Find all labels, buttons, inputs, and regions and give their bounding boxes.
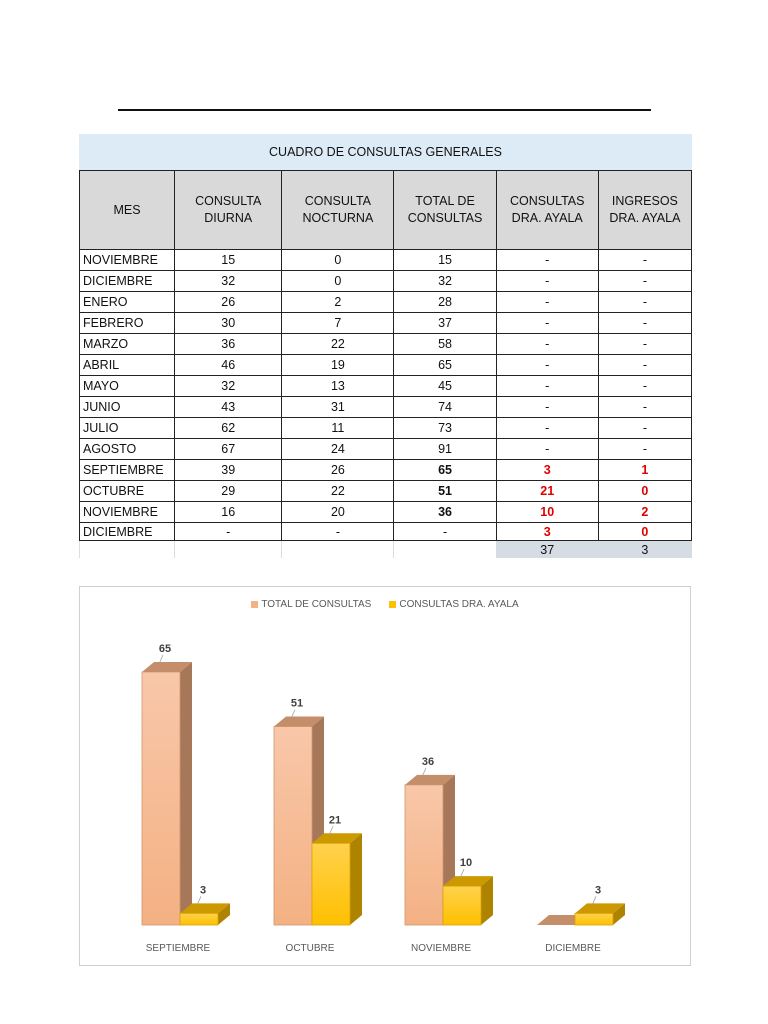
column-header (80, 171, 175, 250)
value-cell: 65 (394, 460, 496, 481)
category-label: NOVIEMBRE (410, 943, 472, 954)
value-cell: 74 (394, 397, 496, 418)
column-header-line: DRA. AYALA (511, 211, 583, 225)
month-cell: DICIEMBRE (80, 523, 175, 541)
value-cell: 2 (282, 292, 394, 313)
value-cell: 32 (394, 271, 496, 292)
value-cell: 2 (598, 502, 691, 523)
value-cell: - (496, 376, 598, 397)
value-cell: - (598, 418, 691, 439)
value-cell: 62 (175, 418, 282, 439)
value-cell: 0 (598, 523, 691, 541)
month-cell: JULIO (80, 418, 175, 439)
column-header-line: CONSULTA (304, 194, 371, 208)
table-row (80, 481, 692, 502)
column-header (175, 171, 282, 250)
month-cell: MAYO (80, 376, 175, 397)
value-cell: 36 (394, 502, 496, 523)
value-cell: 32 (175, 376, 282, 397)
value-cell: - (598, 376, 691, 397)
value-cell: 24 (282, 439, 394, 460)
total-cell: 37 (496, 541, 598, 559)
value-cell: 20 (282, 502, 394, 523)
value-cell: - (496, 355, 598, 376)
value-cell: - (496, 250, 598, 271)
column-header-line: CONSULTA (195, 194, 262, 208)
month-cell: DICIEMBRE (80, 271, 175, 292)
column-header (496, 171, 598, 250)
value-cell: 29 (175, 481, 282, 502)
value-cell: - (282, 523, 394, 541)
value-cell: 7 (282, 313, 394, 334)
value-cell: - (394, 523, 496, 541)
table-row (80, 397, 692, 418)
value-cell: 1 (598, 460, 691, 481)
bar (312, 833, 362, 925)
legend-label: TOTAL DE CONSULTAS (261, 599, 372, 610)
month-cell: JUNIO (80, 397, 175, 418)
value-cell: - (598, 334, 691, 355)
blank-cell (282, 541, 394, 559)
column-header-line: INGRESOS (611, 194, 678, 208)
table-row (80, 313, 692, 334)
value-cell: 0 (282, 271, 394, 292)
total-cell: 3 (598, 541, 691, 559)
value-cell: - (496, 397, 598, 418)
table-title: CUADRO DE CONSULTAS GENERALES (79, 134, 692, 170)
bar-front (180, 913, 218, 925)
value-cell: - (496, 439, 598, 460)
table-row (80, 334, 692, 355)
column-header (598, 171, 691, 250)
value-cell: 39 (175, 460, 282, 481)
column-header-line: TOTAL DE (415, 194, 475, 208)
table-row (80, 376, 692, 397)
bar-side (350, 833, 362, 925)
column-header-line: NOCTURNA (302, 211, 374, 225)
value-cell: - (598, 355, 691, 376)
value-cell: 91 (394, 439, 496, 460)
table-body (80, 250, 692, 559)
value-cell: - (496, 418, 598, 439)
value-cell: 32 (175, 271, 282, 292)
value-cell: - (496, 334, 598, 355)
bar-side (180, 662, 192, 925)
bar-front (405, 785, 443, 925)
value-cell: 22 (282, 481, 394, 502)
bar-front (274, 726, 312, 925)
month-cell: ENERO (80, 292, 175, 313)
value-cell: 28 (394, 292, 496, 313)
value-cell: 26 (175, 292, 282, 313)
column-header-line: DRA. AYALA (609, 211, 681, 225)
bar (575, 903, 625, 925)
value-cell: 0 (598, 481, 691, 502)
value-cell: 30 (175, 313, 282, 334)
column-header-line: MES (113, 202, 141, 217)
data-label: 36 (421, 755, 435, 768)
value-cell: 15 (175, 250, 282, 271)
value-cell: 21 (496, 481, 598, 502)
month-cell: NOVIEMBRE (80, 250, 175, 271)
value-cell: 36 (175, 334, 282, 355)
category-label: DICIEMBRE (545, 943, 601, 954)
data-label: 21 (328, 814, 342, 827)
month-cell: SEPTIEMBRE (80, 460, 175, 481)
chart-plot-area (80, 587, 690, 965)
value-cell: - (496, 313, 598, 334)
value-cell: - (496, 271, 598, 292)
month-cell: NOVIEMBRE (80, 502, 175, 523)
bar (443, 876, 493, 925)
month-cell: OCTUBRE (80, 481, 175, 502)
consultations-table (79, 170, 692, 558)
table-row (80, 460, 692, 481)
top-horizontal-rule (118, 109, 651, 111)
value-cell: 13 (282, 376, 394, 397)
totals-row (80, 541, 692, 559)
value-cell: 46 (175, 355, 282, 376)
table-row (80, 271, 692, 292)
month-cell: AGOSTO (80, 439, 175, 460)
value-cell: - (598, 397, 691, 418)
value-cell: 10 (496, 502, 598, 523)
value-cell: 16 (175, 502, 282, 523)
bar-front (142, 672, 180, 925)
table-row (80, 418, 692, 439)
value-cell: - (598, 271, 691, 292)
table-row (80, 250, 692, 271)
blank-cell (80, 541, 175, 559)
value-cell: - (598, 250, 691, 271)
data-label: 10 (459, 857, 473, 870)
column-header (394, 171, 496, 250)
table-row (80, 439, 692, 460)
column-header-line: DIURNA (204, 211, 253, 225)
value-cell: 19 (282, 355, 394, 376)
month-cell: FEBRERO (80, 313, 175, 334)
value-cell: 58 (394, 334, 496, 355)
data-label: 65 (158, 643, 172, 655)
value-cell: 45 (394, 376, 496, 397)
blank-cell (394, 541, 496, 559)
data-label: 3 (594, 884, 602, 897)
table-row (80, 355, 692, 376)
value-cell: 0 (282, 250, 394, 271)
category-label: SEPTIEMBRE (145, 943, 211, 954)
category-label: OCTUBRE (285, 943, 335, 954)
value-cell: - (598, 313, 691, 334)
value-cell: - (175, 523, 282, 541)
blank-cell (175, 541, 282, 559)
bar-front (575, 913, 613, 925)
value-cell: 43 (175, 397, 282, 418)
column-header-line: CONSULTAS (407, 211, 483, 225)
legend-label: CONSULTAS DRA. AYALA (399, 599, 519, 610)
value-cell: - (598, 292, 691, 313)
column-header-line: CONSULTAS (509, 194, 585, 208)
consultations-sheet (79, 134, 692, 558)
value-cell: 26 (282, 460, 394, 481)
table-row (80, 292, 692, 313)
bar-front (443, 886, 481, 925)
value-cell: 37 (394, 313, 496, 334)
table-row (80, 523, 692, 541)
value-cell: 73 (394, 418, 496, 439)
value-cell: 31 (282, 397, 394, 418)
value-cell: 3 (496, 460, 598, 481)
month-cell: MARZO (80, 334, 175, 355)
value-cell: 51 (394, 481, 496, 502)
data-label: 3 (199, 884, 207, 897)
column-header (282, 171, 394, 250)
value-cell: - (496, 292, 598, 313)
month-cell: ABRIL (80, 355, 175, 376)
bar (142, 662, 192, 925)
table-header-row (80, 171, 692, 250)
value-cell: 15 (394, 250, 496, 271)
value-cell: 65 (394, 355, 496, 376)
table-row (80, 502, 692, 523)
data-label: 51 (290, 697, 304, 710)
value-cell: 67 (175, 439, 282, 460)
bar-front (312, 843, 350, 925)
value-cell: 11 (282, 418, 394, 439)
value-cell: - (598, 439, 691, 460)
consultations-chart (79, 586, 691, 966)
value-cell: 3 (496, 523, 598, 541)
value-cell: 22 (282, 334, 394, 355)
